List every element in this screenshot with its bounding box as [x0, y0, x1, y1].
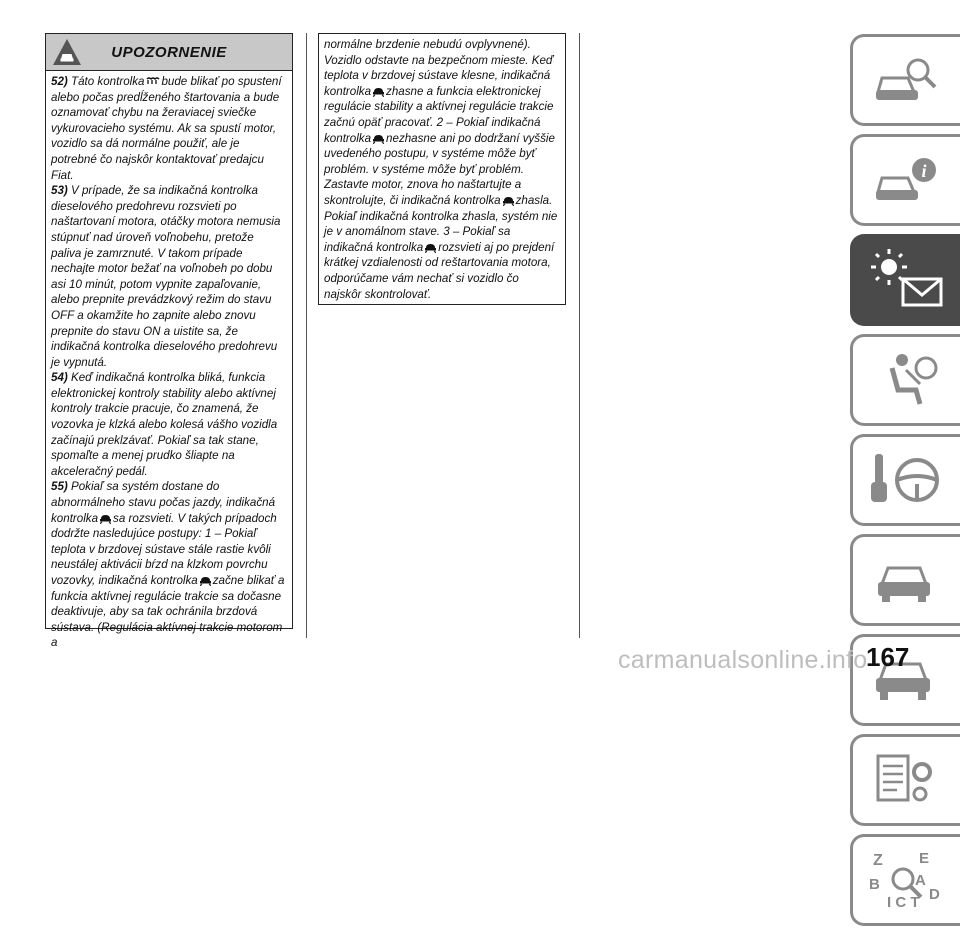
warning-text-left — [46, 71, 292, 651]
warning-light-message-icon — [867, 247, 947, 313]
note-55-continued — [324, 37, 559, 302]
stability-control-icon — [198, 574, 213, 586]
alphabetical-index-icon — [867, 847, 947, 913]
tab-technical-data[interactable] — [850, 734, 960, 826]
warning-car-icon — [52, 38, 82, 71]
chapter-tabs — [850, 34, 960, 934]
checklist-gear-icon — [872, 750, 942, 810]
tab-index[interactable] — [850, 834, 960, 926]
note-54 — [51, 370, 286, 479]
warning-header — [46, 34, 292, 71]
stability-control-icon — [501, 194, 516, 206]
stability-control-icon — [423, 241, 438, 253]
tab-in-emergency[interactable] — [850, 534, 960, 626]
note-text: Pokiaľ sa systém dostane do abnormálneho stavu počas jazdy, indikačná kontrolka — [51, 480, 276, 525]
note-number: 52) — [51, 75, 68, 88]
warning-box-left — [45, 33, 293, 650]
svg-text:Z: Z — [872, 852, 883, 869]
key-steering-wheel-icon — [867, 450, 947, 510]
note-text: V prípade, že sa indikačná kontrolka dieselového predohrevu rozsvieti po naštartovaní motora, otáčky motora nemusia stúpnuť nad úroveň voľnobehu, pretože paliva je zamrznuté. V takom prípade nechajte motor bežať na voľnobeh po dobu asi 10 minút, potom vypnite zapaľovanie, alebo prepnite prevádzkový režim do stavu OFF a okamžite ho zapnite alebo znovu prepnite do stavu ON a uistite sa, že indikačná kontrolka dieselového predohrevu je vypnutá. — [51, 184, 281, 369]
note-52 — [51, 74, 286, 183]
car-info-icon — [872, 150, 942, 210]
tab-safety[interactable] — [850, 334, 960, 426]
seat-airbag-icon — [872, 350, 942, 410]
note-text: zhasne a funkcia elektronickej regulácie stability a aktívnej regulácie trakcie začnú opäť pracovať. 2 – Pokiaľ indikačná kontrolka — [324, 84, 554, 145]
warning-title: UPOZORNENIE — [111, 43, 227, 61]
tab-starting-driving[interactable] — [850, 434, 960, 526]
svg-text:I C T: I C T — [886, 894, 919, 911]
glow-plug-icon — [144, 75, 161, 87]
column-divider — [306, 33, 307, 638]
svg-text:i: i — [920, 161, 927, 181]
note-text: normálne brzdenie nebudú ovplyvnené). Vozidlo odstavte na bezpečnom mieste. Keď teplota v brzdovej sústave klesne, indikačná kontrolka — [324, 38, 554, 98]
note-text: Keď indikačná kontrolka bliká, funkcia elektronickej kontroly stability alebo aktívnej kontroly trakcie pracuje, čo znamená, že vozovka je klzká alebo kolesá vášho vozidla začínajú preklzávať. Pokiaľ sa tak stane, spomaľte a menej prudko šliapte na akceleračný pedál. — [51, 371, 278, 478]
tab-getting-to-know-car[interactable] — [850, 34, 960, 126]
stability-control-icon — [371, 132, 386, 144]
note-55 — [51, 479, 286, 651]
note-text: bude blikať po spustení alebo počas predĺženého štartovania a bude oznamovať chybu na žeraviacej sviečke vykurovacieho systému. Ak sa spustí motor, vozidlo sa dá normálne použiť, ale je potrebné čo najskôr kontaktovať predajcu Fiat. — [51, 75, 282, 182]
page-number: 167 — [866, 642, 910, 672]
note-text: rozsvieti aj po prejdení krátkej vzdialenosti od reštartovania motora, odporúčame vám nechať si vozidlo čo najskôr skontrolovať. — [324, 240, 555, 301]
stability-control-icon — [371, 85, 386, 97]
note-text: Táto kontrolka — [71, 75, 145, 88]
note-text: zhasla. Pokiaľ indikačná kontrolka zhasla, systém nie je v anomálnom stave. 3 – Pokiaľ sa indikačná kontrolka — [324, 193, 558, 254]
note-number: 53) — [51, 184, 68, 198]
column-divider — [579, 33, 580, 638]
car-emergency-icon — [872, 550, 942, 610]
car-search-icon — [872, 50, 942, 110]
tab-knowing-instrument-panel[interactable] — [850, 134, 960, 226]
note-number: 54) — [51, 371, 68, 385]
tab-warning-lights-messages[interactable] — [850, 234, 960, 326]
svg-text:A: A — [914, 872, 926, 889]
note-53 — [51, 183, 286, 370]
note-text: nezhasne ani po dodržaní vyššie uvedeného postupu, v systéme môže byť problém. v systéme môže byť problém. Zastavte motor, znova ho naštartujte a skontrolujte, či indikačná kontrolka — [324, 131, 555, 207]
watermark: carmanualsonline.info — [618, 646, 868, 674]
stability-control-icon — [98, 512, 113, 524]
svg-text:E: E — [918, 850, 929, 867]
warning-text-right — [319, 34, 565, 302]
svg-text:B: B — [868, 876, 880, 893]
note-text: sa rozsvieti. V takých prípadoch dodržte nasledujúce postupy: 1 – Pokiaľ teplota v brzdovej sústave stále rastie kvôli neustálej aktivácii bŕzd na klzkom povrchu vozovky, indikačná kontrolka — [51, 511, 277, 587]
note-text: začne blikať a funkcia aktívnej regulácie trakcie sa dočasne deaktivuje, aby sa tak ochránila brzdová sústava. (Regulácia aktívnej trakcie motorom a — [51, 574, 285, 650]
svg-text:D: D — [928, 886, 940, 903]
note-number: 55) — [51, 480, 68, 494]
warning-box-right — [318, 33, 566, 305]
